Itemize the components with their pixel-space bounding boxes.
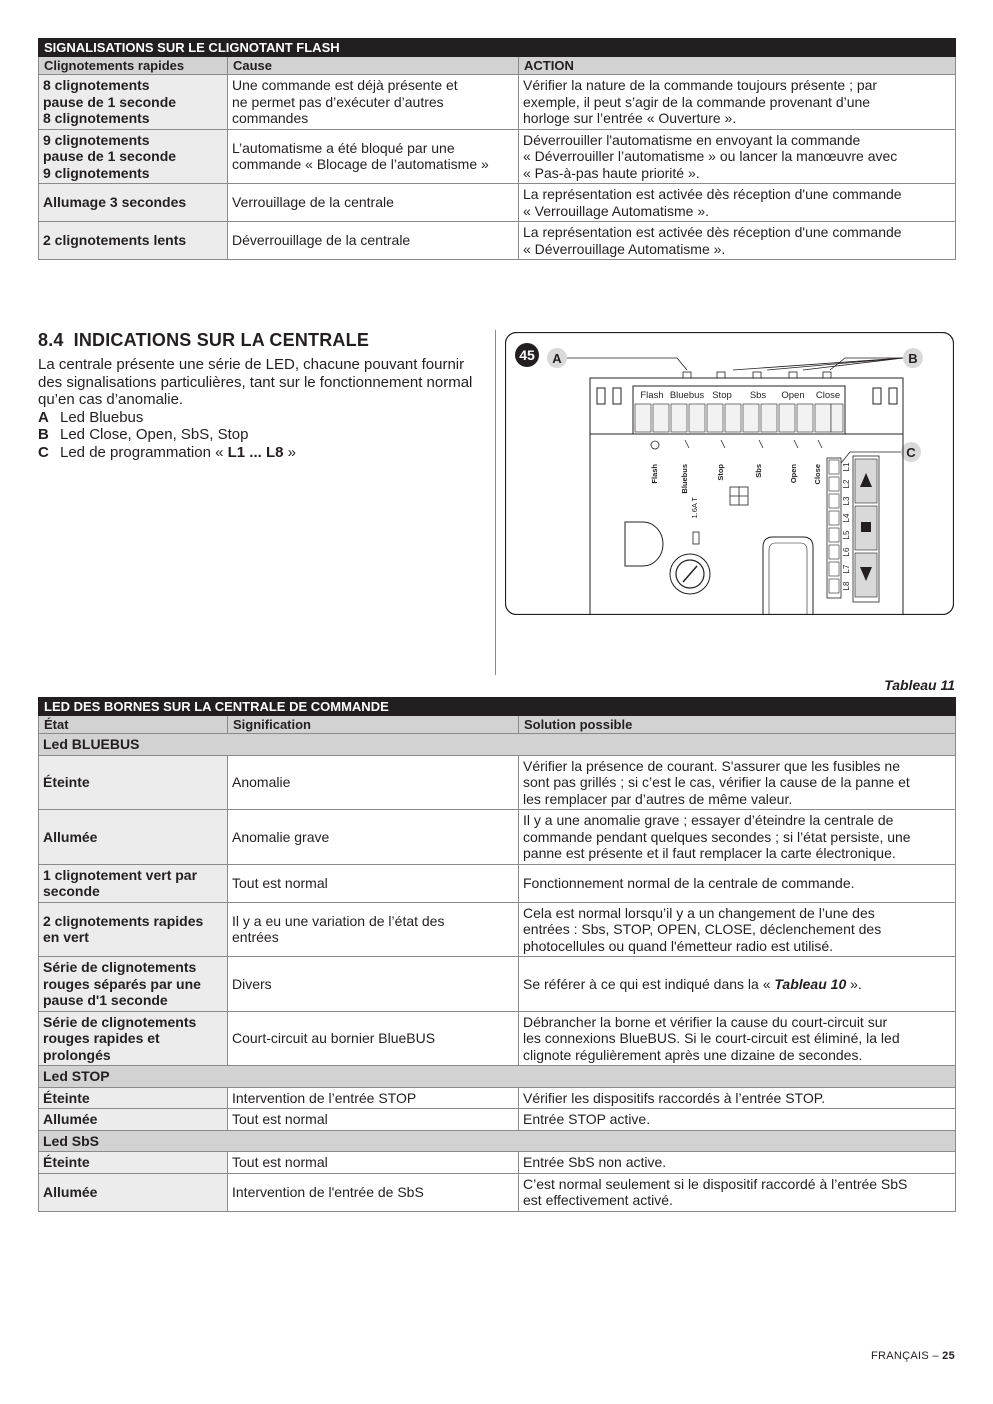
state-cell: Série de clignotements rouges rapides et prolongés <box>39 1011 228 1066</box>
cause-cell: Verrouillage de la centrale <box>228 184 519 222</box>
callout-c: C <box>906 445 916 460</box>
state-cell: 9 clignotements pause de 1 seconde 9 clignotements <box>39 129 228 184</box>
cause-cell: Une commande est déjà présente et ne permet pas d’exécuter d’autres commandes <box>228 75 519 130</box>
meaning-cell: Court-circuit au bornier BlueBUS <box>228 1011 519 1066</box>
state-cell: Allumée <box>39 1109 228 1131</box>
led-label: L2 <box>842 479 851 489</box>
solution-cell <box>519 957 956 1012</box>
flash-signals-table <box>38 38 956 260</box>
state-cell: 1 clignotement vert par seconde <box>39 864 228 902</box>
column-header: Cause <box>228 57 519 75</box>
legend-key: B <box>38 426 49 444</box>
legend-text-bold: L1 ... L8 <box>227 443 284 461</box>
state-cell: Allumée <box>39 810 228 865</box>
meaning-cell: Divers <box>228 957 519 1012</box>
meaning-cell: Intervention de l’entrée STOP <box>228 1087 519 1109</box>
fuse-label: 1.6A T <box>690 497 699 519</box>
page-footer <box>871 1350 955 1362</box>
legend-item <box>38 444 488 462</box>
column-header: Solution possible <box>519 716 956 734</box>
meaning-cell: Tout est normal <box>228 1152 519 1174</box>
terminal-label: Bluebus <box>669 390 705 401</box>
table-title: SIGNALISATIONS SUR LE CLIGNOTANT FLASH <box>39 39 956 57</box>
footer-language: FRANÇAIS – <box>871 1350 943 1362</box>
legend-key: A <box>38 408 49 426</box>
callout-b: B <box>908 351 918 366</box>
meaning-cell: Anomalie grave <box>228 810 519 865</box>
table-row <box>39 75 956 130</box>
table-row <box>39 1109 956 1131</box>
table-row <box>39 1152 956 1174</box>
table-row <box>39 184 956 222</box>
solution-text: Se référer à ce qui est indiqué dans la « <box>523 975 775 992</box>
table-row <box>39 864 956 902</box>
legend-item <box>38 409 488 427</box>
state-cell: Allumée <box>39 1173 228 1211</box>
state-cell: Éteinte <box>39 1087 228 1109</box>
legend-text: Led de programmation « <box>60 443 228 461</box>
state-cell: 2 clignotements rapides en vert <box>39 902 228 957</box>
table-row <box>39 810 956 865</box>
section-title: INDICATIONS SUR LA CENTRALE <box>73 330 370 350</box>
meaning-cell: Il y a eu une variation de l’état des entrées <box>228 902 519 957</box>
meaning-cell: Intervention de l'entrée de SbS <box>228 1173 519 1211</box>
led-terminals-table <box>38 697 956 1212</box>
cause-cell: Déverrouillage de la centrale <box>228 222 519 260</box>
action-cell: Vérifier la nature de la commande toujours présente ; par exemple, il peut s’agir de la commande provenant d’une horloge sur l’entrée « Ouverture ». <box>519 75 956 130</box>
table-reference: Tableau 10 <box>774 975 847 992</box>
board-label: Bluebus <box>680 464 689 494</box>
meaning-cell: Tout est normal <box>228 864 519 902</box>
action-cell: La représentation est activée dès réception d'une commande « Verrouillage Automatisme ». <box>519 184 956 222</box>
programming-buttons <box>853 456 879 602</box>
board-label: Stop <box>716 464 725 481</box>
state-cell: 2 clignotements lents <box>39 222 228 260</box>
table-row <box>39 1087 956 1109</box>
led-label: L4 <box>842 513 851 523</box>
solution-cell: Entrée SbS non active. <box>519 1152 956 1174</box>
legend-text: Led Bluebus <box>60 408 144 426</box>
legend-list <box>38 409 488 462</box>
cause-cell: L’automatisme a été bloqué par une commande « Blocage de l’automatisme » <box>228 129 519 184</box>
table-row <box>39 755 956 810</box>
figure-number: 45 <box>519 347 535 363</box>
terminal-label: Stop <box>712 390 732 401</box>
board-label: Sbs <box>754 464 763 478</box>
legend-key: C <box>38 443 49 461</box>
solution-cell: C’est normal seulement si le dispositif raccordé à l’entrée SbS est effectivement activé. <box>519 1173 956 1211</box>
led-label: L5 <box>842 530 851 540</box>
table-row <box>39 129 956 184</box>
state-cell: 8 clignotements pause de 1 seconde 8 clignotements <box>39 75 228 130</box>
section-indications <box>38 330 488 462</box>
terminal-label: Close <box>815 390 841 401</box>
legend-text: Led Close, Open, SbS, Stop <box>60 426 249 444</box>
table-row <box>39 902 956 957</box>
state-cell: Éteinte <box>39 755 228 810</box>
group-header: Led BLUEBUS <box>39 734 956 756</box>
table-row <box>39 957 956 1012</box>
state-cell: Allumage 3 secondes <box>39 184 228 222</box>
solution-cell: Débrancher la borne et vérifier la cause du court-circuit sur les connexions BlueBUS. Si le court-circuit est éliminé, la led clignote régulièrement après une dizaine de secondes. <box>519 1011 956 1066</box>
board-label: Open <box>789 464 798 484</box>
action-cell: Déverrouiller l'automatisme en envoyant la commande « Déverrouiller l’automatisme » ou lancer la manœuvre avec « Pas-à-pas haute priorité ». <box>519 129 956 184</box>
table-row <box>39 1173 956 1211</box>
led-label: L1 <box>842 462 851 472</box>
terminal-label: Flash <box>640 390 664 401</box>
terminal-block <box>633 386 845 434</box>
square-stop-icon <box>861 522 871 532</box>
page-number: 25 <box>942 1350 955 1362</box>
section-number: 8.4 <box>38 330 64 350</box>
section-body: La centrale présente une série de LED, chacune pouvant fournir des signalisations particulières, tant sur le fonctionnement normal qu’en cas d’anomalie. <box>38 356 473 409</box>
solution-cell: Vérifier les dispositifs raccordés à l’entrée STOP. <box>519 1087 956 1109</box>
legend-text: » <box>283 443 296 461</box>
table-row <box>39 1011 956 1066</box>
table-title: LED DES BORNES SUR LA CENTRALE DE COMMANDE <box>39 698 956 716</box>
column-header: État <box>39 716 228 734</box>
solution-text: ». <box>846 975 862 992</box>
action-cell: La représentation est activée dès réception d'une commande « Déverrouillage Automatisme ». <box>519 222 956 260</box>
group-header: Led STOP <box>39 1066 956 1088</box>
solution-cell: Cela est normal lorsqu’il y a un changement de l’une des entrées : Sbs, STOP, OPEN, CLOSE, déclenchement des photocellules ou quand l'émetteur radio est utilisé. <box>519 902 956 957</box>
terminal-label: Open <box>781 390 805 401</box>
control-unit-figure <box>505 332 954 615</box>
column-header: Clignotements rapides <box>39 57 228 75</box>
led-label: L7 <box>842 564 851 574</box>
meaning-cell: Tout est normal <box>228 1109 519 1131</box>
terminal-label: Sbs <box>749 390 767 401</box>
state-cell: Éteinte <box>39 1152 228 1174</box>
board-label: Close <box>813 464 822 485</box>
group-header: Led SbS <box>39 1130 956 1152</box>
column-header: Signification <box>228 716 519 734</box>
column-divider <box>495 330 496 675</box>
led-label: L6 <box>842 547 851 557</box>
board-label: Flash <box>650 464 659 484</box>
solution-cell: Entrée STOP active. <box>519 1109 956 1131</box>
led-label: L8 <box>842 581 851 591</box>
state-cell: Série de clignotements rouges séparés par une pause d'1 seconde <box>39 957 228 1012</box>
section-heading <box>38 330 488 350</box>
rotary-knob-icon <box>670 554 710 594</box>
table-caption: Tableau 11 <box>884 677 955 693</box>
callout-a: A <box>552 351 562 366</box>
figure-frame <box>506 333 954 615</box>
solution-cell: Il y a une anomalie grave ; essayer d’éteindre la centrale de commande pendant quelques secondes ; si l’état persiste, une panne est présente et il faut remplacer la carte électronique. <box>519 810 956 865</box>
solution-cell: Vérifier la présence de courant. S'assurer que les fusibles ne sont pas grillés ; si c’est le cas, vérifier la cause de la panne et les remplacer par d’autres de même valeur. <box>519 755 956 810</box>
legend-item <box>38 426 488 444</box>
solution-cell: Fonctionnement normal de la centrale de commande. <box>519 864 956 902</box>
meaning-cell: Anomalie <box>228 755 519 810</box>
led-label: L3 <box>842 496 851 506</box>
column-header: ACTION <box>519 57 956 75</box>
table-row <box>39 222 956 260</box>
